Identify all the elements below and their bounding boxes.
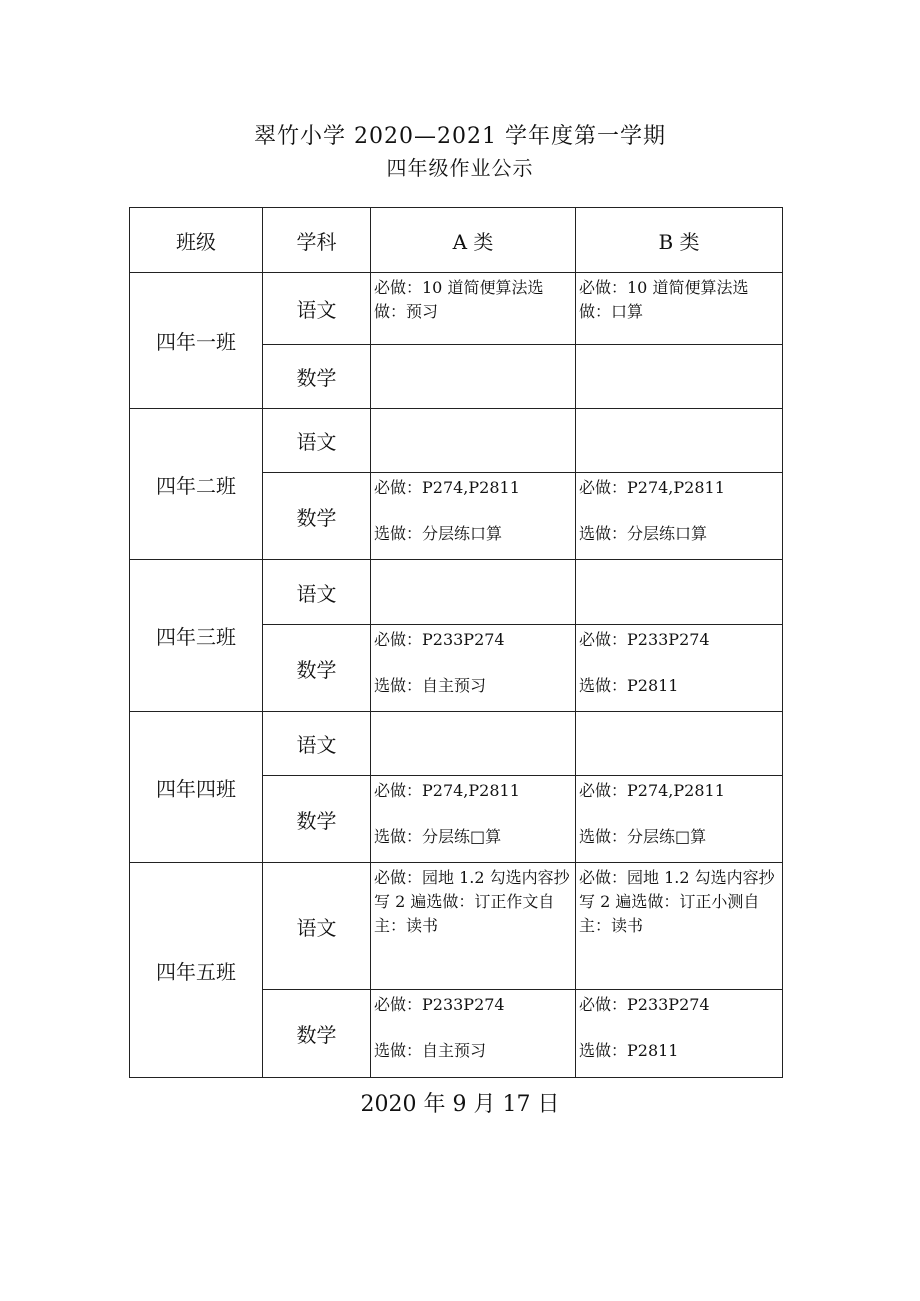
b-category-cell (576, 345, 783, 409)
b-category-cell (576, 625, 783, 712)
b-optional-text: 选做：分层练□算 (579, 827, 707, 846)
a-category-cell (371, 776, 576, 863)
a-category-text: 必做：10 道简便算法选做：预习 (374, 278, 544, 321)
column-header-subject: 学科 (263, 208, 371, 273)
a-category-cell (371, 273, 576, 345)
column-header-a: A 类 (371, 208, 576, 273)
b-category-cell (576, 776, 783, 863)
b-category-cell (576, 560, 783, 625)
subject-cell: 数学 (263, 990, 371, 1078)
subject-cell: 数学 (263, 345, 371, 409)
class-name: 四年一班 (130, 273, 263, 409)
document-title: 翠竹小学 2020—2021 学年度第一学期 (254, 124, 666, 149)
class-name: 四年三班 (130, 560, 263, 712)
publish-date: 2020 年 9 月 17 日 (360, 1092, 560, 1117)
b-required-text: 必做：P274,P2811 (579, 478, 725, 497)
a-required-text: 必做：P274,P2811 (374, 478, 520, 497)
a-required-text: 必做：P233P274 (374, 995, 505, 1014)
b-required-text: 必做：P233P274 (579, 630, 710, 649)
a-category-cell (371, 560, 576, 625)
table-row (130, 560, 783, 625)
b-category-cell (576, 273, 783, 345)
column-header-class: 班级 (130, 208, 263, 273)
a-optional-text: 选做：自主预习 (374, 1041, 487, 1060)
b-required-text: 必做：P274,P2811 (579, 781, 725, 800)
b-category-cell (576, 473, 783, 560)
table-row (130, 409, 783, 473)
column-header-b: B 类 (576, 208, 783, 273)
table-header-row (130, 208, 783, 273)
b-category-cell (576, 409, 783, 473)
class-name: 四年四班 (130, 712, 263, 863)
b-category-cell (576, 712, 783, 776)
b-optional-text: 选做：分层练口算 (579, 524, 708, 543)
subject-cell: 语文 (263, 863, 371, 990)
b-optional-text: 选做：P2811 (579, 1041, 679, 1060)
a-required-text: 必做：P233P274 (374, 630, 505, 649)
subject-cell: 语文 (263, 409, 371, 473)
table-row (130, 712, 783, 776)
a-optional-text: 选做：自主预习 (374, 676, 487, 695)
class-name: 四年二班 (130, 409, 263, 560)
b-category-text: 必做：10 道简便算法选做：口算 (579, 278, 749, 321)
b-category-cell (576, 990, 783, 1078)
table-row (130, 863, 783, 990)
a-required-text: 必做：P274,P2811 (374, 781, 520, 800)
document-subtitle: 四年级作业公示 (386, 156, 534, 180)
b-category-text: 必做：园地 1.2 勾选内容抄写 2 遍选做：订正小测自主：读书 (579, 868, 775, 935)
table-row (130, 273, 783, 345)
a-category-cell (371, 409, 576, 473)
subject-cell: 语文 (263, 712, 371, 776)
a-optional-text: 选做：分层练口算 (374, 524, 503, 543)
b-category-cell (576, 863, 783, 990)
a-optional-text: 选做：分层练□算 (374, 827, 502, 846)
b-optional-text: 选做：P2811 (579, 676, 679, 695)
a-category-cell (371, 863, 576, 990)
b-required-text: 必做：P233P274 (579, 995, 710, 1014)
subject-cell: 数学 (263, 473, 371, 560)
subject-cell: 语文 (263, 560, 371, 625)
homework-table (129, 207, 783, 1078)
subject-cell: 数学 (263, 625, 371, 712)
a-category-cell (371, 473, 576, 560)
a-category-cell (371, 712, 576, 776)
a-category-text: 必做：园地 1.2 勾选内容抄写 2 遍选做：订正作文自主：读书 (374, 868, 570, 935)
a-category-cell (371, 990, 576, 1078)
class-name: 四年五班 (130, 863, 263, 1078)
a-category-cell (371, 625, 576, 712)
subject-cell: 语文 (263, 273, 371, 345)
a-category-cell (371, 345, 576, 409)
subject-cell: 数学 (263, 776, 371, 863)
